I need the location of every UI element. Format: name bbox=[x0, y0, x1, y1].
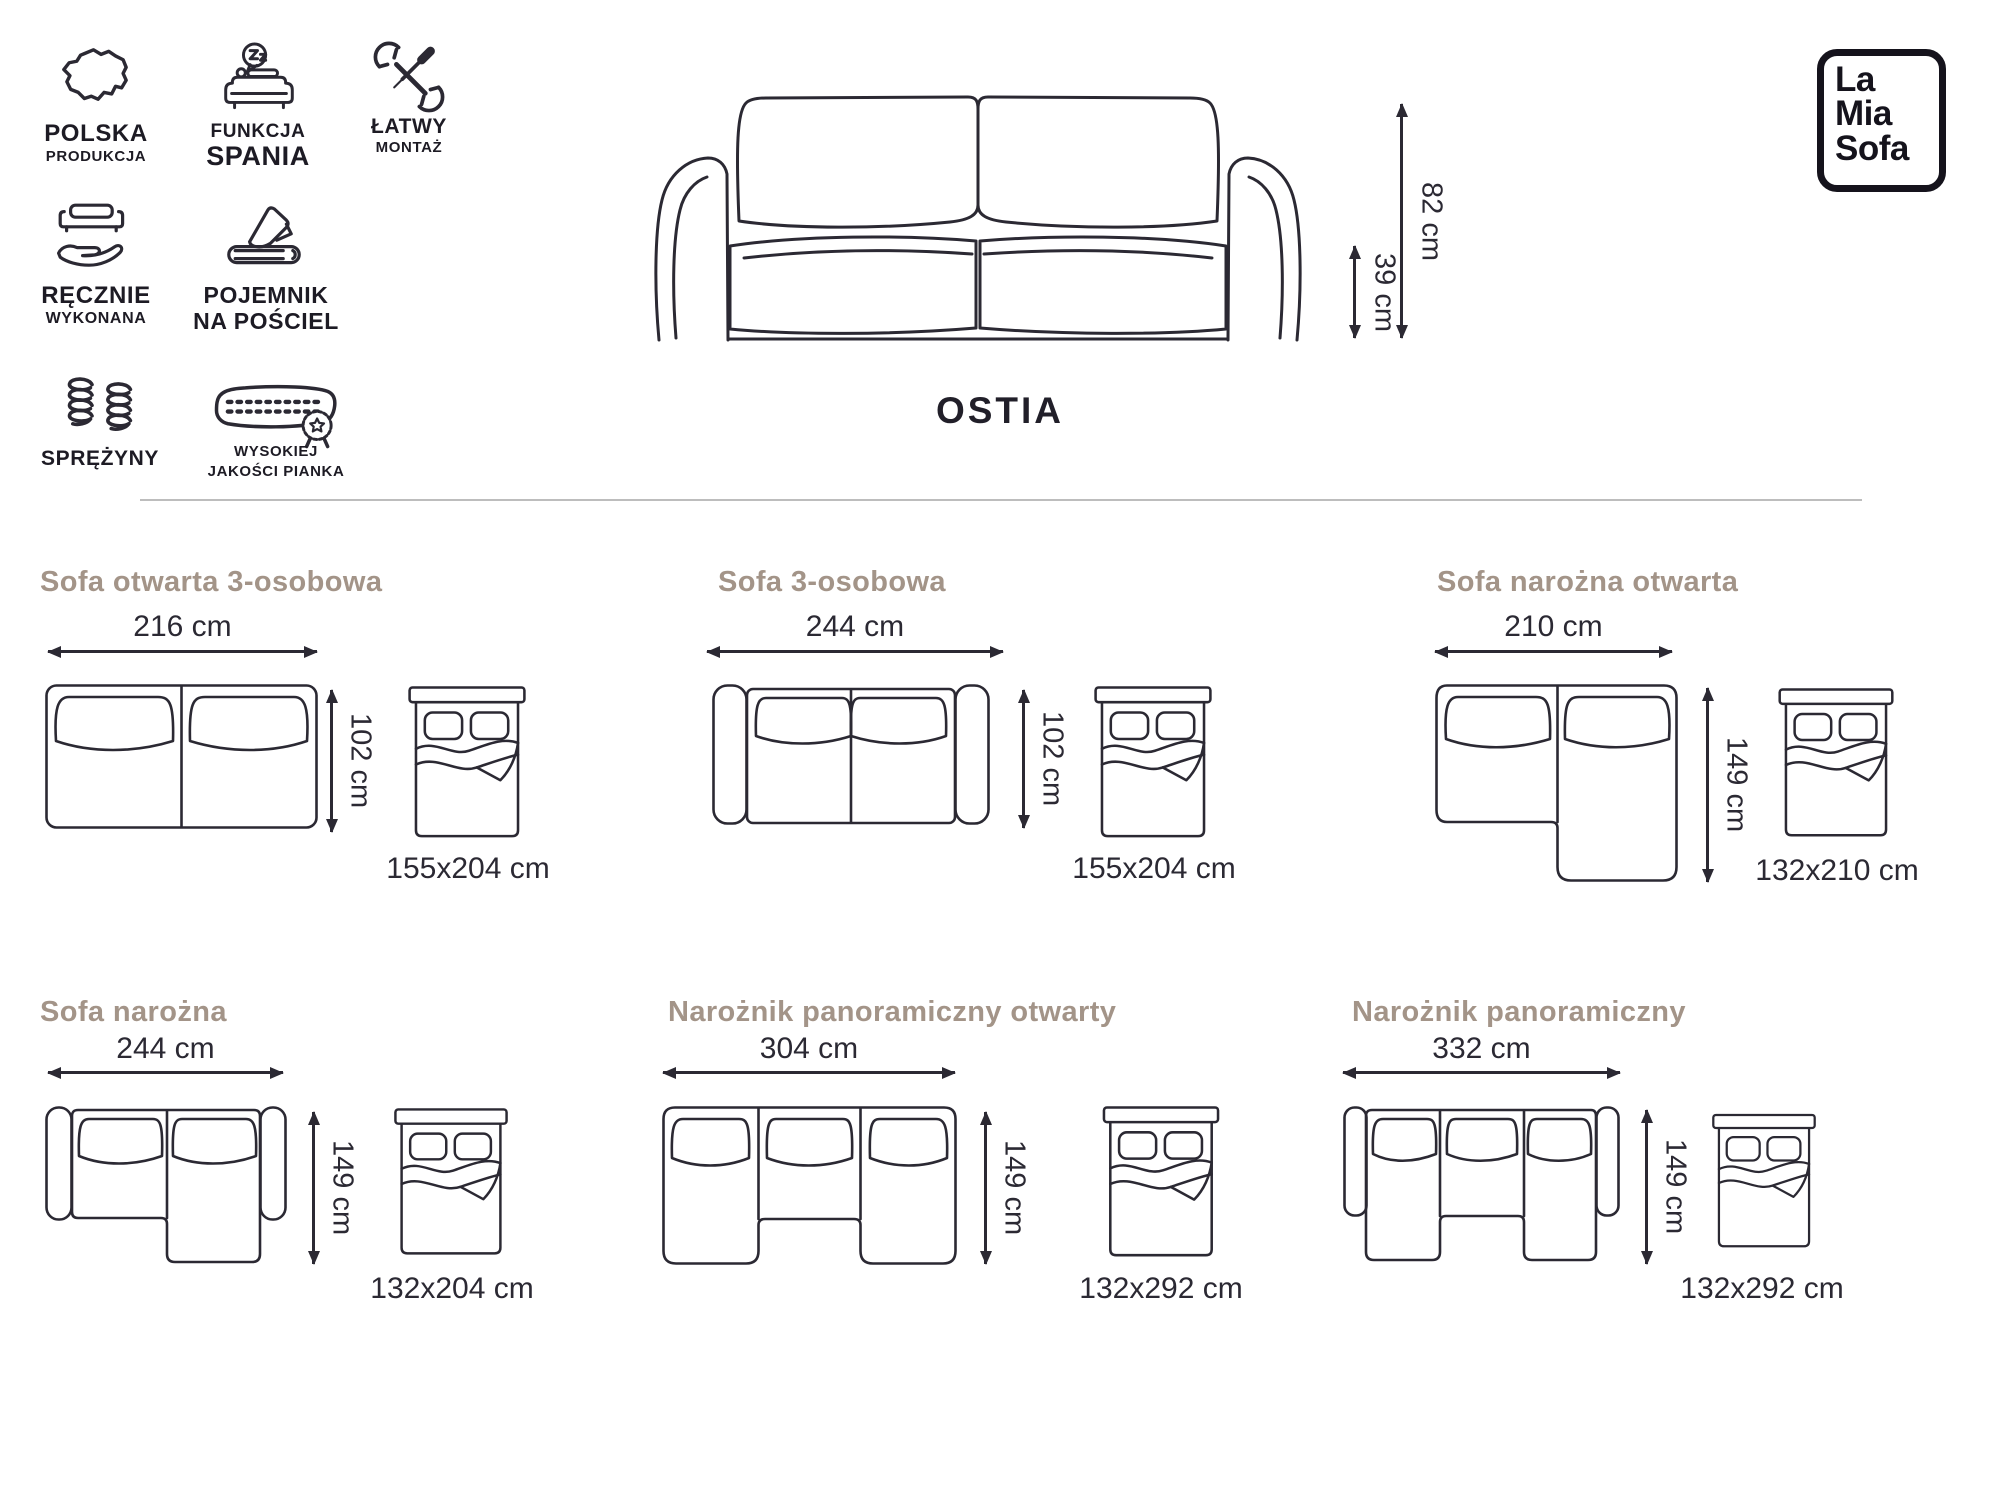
springs-icon bbox=[60, 372, 140, 442]
config-width-arrow bbox=[48, 650, 317, 653]
logo-line: Mia bbox=[1835, 94, 1892, 134]
feature-label: SPRĘŻYNY bbox=[41, 447, 159, 470]
seat-height-arrow bbox=[1353, 246, 1356, 338]
config-depth-label: 102 cm bbox=[344, 713, 377, 809]
sofa-top-view-panoramic-open bbox=[662, 1106, 957, 1268]
sleep-function-icon bbox=[222, 38, 296, 118]
feature-label: ŁATWY bbox=[370, 115, 448, 138]
bed-icon bbox=[1778, 688, 1894, 842]
config-title: Sofa otwarta 3-osobowa bbox=[40, 566, 383, 598]
bed-size-label: 155x204 cm bbox=[1072, 852, 1236, 885]
sofa-back-cushions bbox=[737, 97, 1218, 227]
sofa-top-view-corner-open bbox=[1435, 684, 1678, 882]
bed-icon bbox=[394, 1106, 508, 1262]
config-width-label: 216 cm bbox=[133, 610, 232, 643]
config-depth-arrow bbox=[330, 690, 333, 832]
config-depth-arrow bbox=[1706, 688, 1709, 882]
sofa-top-view-arms bbox=[712, 684, 990, 825]
bed-size-label: 132x210 cm bbox=[1755, 854, 1919, 887]
bed-size-label: 132x292 cm bbox=[1680, 1272, 1844, 1305]
config-depth-label: 149 cm bbox=[1720, 737, 1753, 833]
poland-map-icon bbox=[57, 42, 133, 120]
sofa-front-view bbox=[642, 88, 1314, 350]
sofa-top-view-corner-arms bbox=[45, 1106, 287, 1268]
config-depth-arrow bbox=[1022, 690, 1025, 828]
config-depth-arrow bbox=[984, 1112, 987, 1264]
config-width-label: 244 cm bbox=[805, 610, 905, 643]
config-width-arrow bbox=[1343, 1071, 1620, 1074]
feature-sublabel: NA POŚCIEL bbox=[193, 308, 339, 334]
tools-icon bbox=[372, 40, 446, 114]
feature-sublabel: MONTAŻ bbox=[375, 139, 443, 156]
config-width-arrow bbox=[48, 1071, 283, 1074]
bed-size-label: 155x204 cm bbox=[386, 852, 550, 885]
config-depth-label: 149 cm bbox=[1659, 1139, 1692, 1235]
bed-size-label: 132x204 cm bbox=[370, 1272, 534, 1305]
config-depth-label: 102 cm bbox=[1036, 711, 1069, 807]
feature-label: POLSKA bbox=[44, 120, 148, 147]
config-title: Sofa 3-osobowa bbox=[718, 566, 946, 598]
config-title: Narożnik panoramiczny bbox=[1352, 996, 1686, 1028]
config-width-label: 244 cm bbox=[116, 1032, 215, 1065]
sofa-seat-cushions bbox=[730, 237, 1226, 333]
config-width-label: 332 cm bbox=[1432, 1032, 1531, 1065]
feature-sublabel: PRODUKCJA bbox=[45, 148, 147, 165]
feature-sublabel: JAKOŚCI PIANKA bbox=[207, 463, 345, 480]
bedding-storage-icon bbox=[224, 198, 304, 276]
config-width-arrow bbox=[663, 1071, 955, 1074]
sofa-top-view-open bbox=[45, 684, 318, 829]
config-width-label: 304 cm bbox=[759, 1032, 859, 1065]
bed-icon bbox=[1098, 1106, 1224, 1262]
bed-size-label: 132x292 cm bbox=[1079, 1272, 1243, 1305]
sofa-top-view-panoramic-arms bbox=[1343, 1106, 1620, 1268]
config-title: Sofa narożna otwarta bbox=[1437, 566, 1739, 598]
feature-sublabel: SPANIA bbox=[206, 141, 310, 171]
total-height-label: 82 cm bbox=[1415, 181, 1448, 261]
product-name: OSTIA bbox=[935, 390, 1065, 431]
logo-line: Sofa bbox=[1835, 128, 1909, 168]
section-divider bbox=[140, 499, 1862, 501]
config-depth-arrow bbox=[1645, 1110, 1648, 1264]
config-depth-label: 149 cm bbox=[998, 1140, 1031, 1236]
config-depth-label: 149 cm bbox=[326, 1140, 359, 1236]
config-width-label: 210 cm bbox=[1504, 610, 1603, 643]
config-width-arrow bbox=[707, 650, 1003, 653]
handmade-icon bbox=[53, 200, 133, 276]
config-title: Sofa narożna bbox=[40, 996, 227, 1028]
feature-label: RĘCZNIE bbox=[41, 282, 151, 309]
config-width-arrow bbox=[1435, 650, 1672, 653]
feature-label: WYSOKIEJ bbox=[234, 443, 318, 460]
config-title: Narożnik panoramiczny otwarty bbox=[668, 996, 1117, 1028]
foam-icon bbox=[210, 380, 342, 450]
feature-label: POJEMNIK bbox=[203, 282, 329, 308]
total-height-arrow bbox=[1400, 104, 1403, 338]
config-depth-arrow bbox=[312, 1112, 315, 1264]
feature-label: FUNKCJA bbox=[210, 121, 306, 142]
logo-line: La bbox=[1835, 60, 1875, 99]
bed-icon bbox=[1712, 1106, 1816, 1260]
bed-icon bbox=[408, 686, 526, 843]
seat-height-label: 39 cm bbox=[1368, 252, 1401, 332]
bed-icon bbox=[1094, 686, 1212, 843]
brand-logo bbox=[1817, 49, 1946, 192]
feature-sublabel: WYKONANA bbox=[45, 310, 147, 327]
